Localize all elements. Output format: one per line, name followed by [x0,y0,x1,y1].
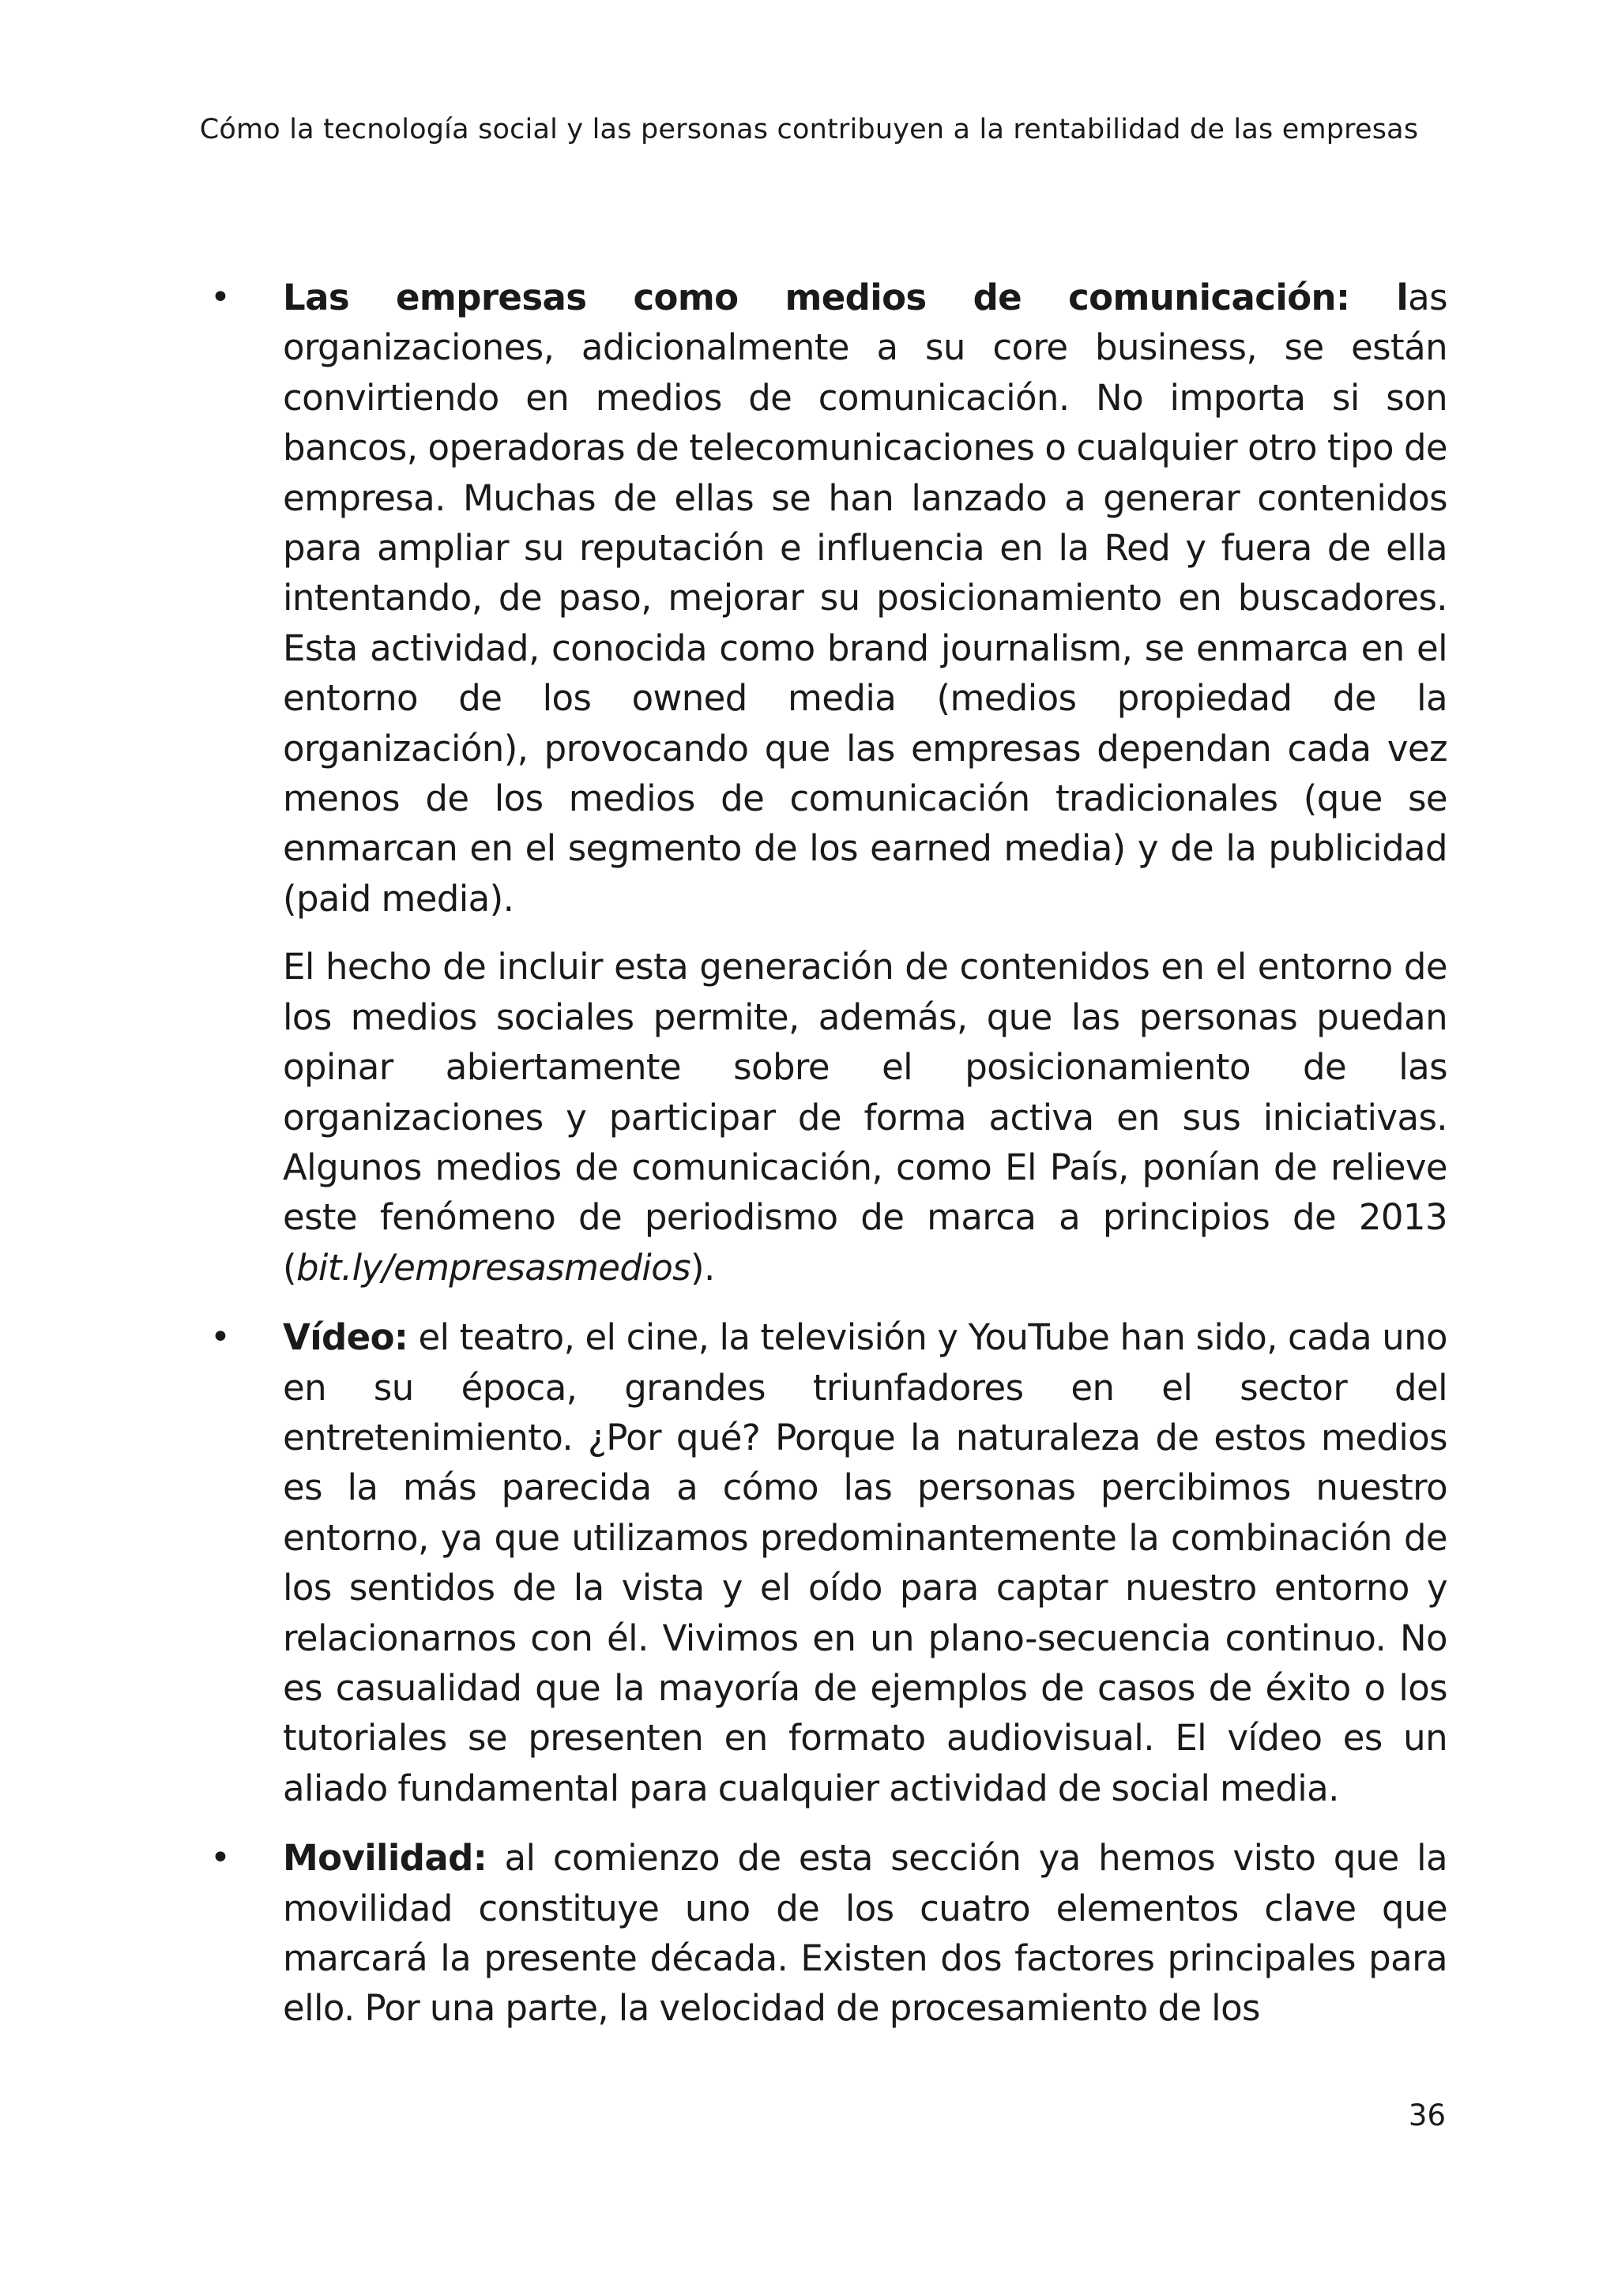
bullet-text: as organizaciones, adicionalmente a su core business, se están convirtiendo en medios de comunicación. No importa si son bancos, operadoras de telecomunicaciones o cualquier otro tipo de empresa. Muchas de ellas se han lanzado a generar contenidos para ampliar su reputación e influencia en la Red y fuera de ella intentando, de paso, mejorar su posicionamiento en buscadores. Esta actividad, conocida como brand journalism, se enmarca en el entorno de los owned media (medios propiedad de la organización), provocando que las empresas dependan cada vez menos de los medios de comunicación tradicionales (que se enmarcan en el segmento de los earned media) y de la publicidad (paid media). [283,277,1447,920]
page-number: 36 [1408,2098,1446,2132]
page-body [210,273,1447,2053]
bullet-marker: • [210,1838,231,1879]
bullet-marker: • [210,1317,231,1358]
bullet-text: el teatro, el cine, la televisión y YouTube han sido, cada uno en su época, grandes triunfadores en el sector del entretenimiento. ¿Por qué? Porque la naturaleza de estos medios es la más parecida a cómo las personas percibimos nuestro entorno, ya que utilizamos predominantemente la combinación de los sentidos de la vista y el oído para captar nuestro entorno y relacionarnos con él. Vivimos en un plano-secuencia continuo. No es casualidad que la mayoría de ejemplos de casos de éxito o los tutoriales se presenten en formato audiovisual. El vídeo es un aliado fundamental para cualquier actividad de social media. [283,1316,1447,1809]
bullet-item-empresas-medios [210,273,1447,1293]
bullet-marker: • [210,277,231,318]
bullet-item-video [210,1312,1447,1813]
reference-link[interactable]: bit.ly/empresasmedios [295,1246,690,1289]
bullet-term: Movilidad: [283,1837,487,1880]
bullet-term: Las empresas como medios de comunicación: l [283,277,1409,318]
bullet-paragraph [283,1312,1447,1813]
bullet-paragraph [283,273,1447,924]
bullet-term: Vídeo: [283,1316,408,1359]
bullet-extra-paragraph [283,942,1447,1293]
bullet-extra-text-end: ). [690,1246,715,1289]
running-header: Cómo la tecnología social y las personas contribuyen a la rentabilidad de las empresas [199,114,1419,145]
bullet-item-movilidad [210,1833,1447,2034]
bullet-text: al comienzo de esta sección ya hemos visto que la movilidad constituye uno de los cuatro elementos clave que marcará la presente década. Existen dos factores principales para ello. Por una parte, la velocidad de procesamiento de los [283,1837,1447,2030]
bullet-paragraph [283,1833,1447,2034]
bullet-extra-text: El hecho de incluir esta generación de contenidos en el entorno de los medios sociales permite, además, que las personas puedan opinar abiertamente sobre el posicionamiento de las organizaciones y participar de forma activa en sus iniciativas. Algunos medios de comunicación, como El País, ponían de relieve este fenómeno de periodismo de marca a principios de 2013 ( [283,946,1447,1289]
